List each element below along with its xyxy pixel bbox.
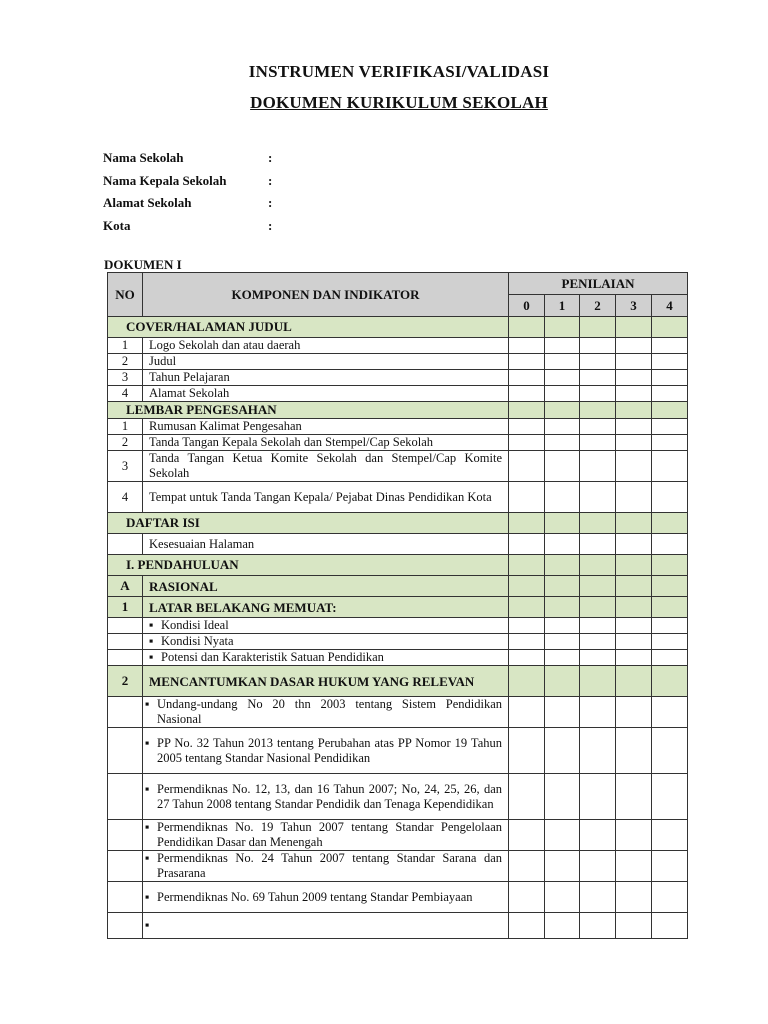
- row-text: [143, 774, 509, 820]
- table-header-row: [108, 273, 688, 295]
- score-cell[interactable]: [545, 370, 580, 386]
- score-cell[interactable]: [652, 555, 688, 576]
- row-text: [143, 634, 509, 650]
- section-introduction-row: [108, 555, 688, 576]
- row-text: [143, 618, 509, 634]
- score-cell[interactable]: [652, 882, 688, 913]
- score-cell[interactable]: [652, 576, 688, 597]
- score-cell[interactable]: [509, 370, 545, 386]
- table-row: [108, 774, 688, 820]
- score-cell[interactable]: [509, 820, 545, 851]
- table-row: [108, 354, 688, 370]
- row-text: [143, 913, 509, 939]
- score-cell[interactable]: [545, 419, 580, 435]
- score-cell[interactable]: [509, 913, 545, 939]
- score-cell[interactable]: [580, 666, 616, 697]
- score-cell[interactable]: [509, 402, 545, 419]
- score-cell[interactable]: [616, 576, 652, 597]
- row-text: [143, 728, 509, 774]
- score-cell[interactable]: [580, 419, 616, 435]
- table-row: [108, 451, 688, 482]
- table-row: [108, 634, 688, 650]
- score-cell[interactable]: [509, 851, 545, 882]
- score-cell[interactable]: [580, 338, 616, 354]
- row-number: [108, 728, 143, 774]
- row-number: 2: [108, 354, 143, 370]
- score-cell[interactable]: [580, 435, 616, 451]
- score-cell[interactable]: [545, 851, 580, 882]
- header-score: PENILAIAN: [509, 273, 688, 295]
- bullet-icon: ▪: [145, 820, 150, 834]
- row-number: 4: [108, 482, 143, 513]
- score-cell[interactable]: [580, 650, 616, 666]
- score-cell[interactable]: [616, 774, 652, 820]
- score-cell[interactable]: [616, 386, 652, 402]
- score-cell[interactable]: [545, 386, 580, 402]
- score-cell[interactable]: [545, 820, 580, 851]
- row-number: 3: [108, 451, 143, 482]
- score-cell[interactable]: [616, 482, 652, 513]
- list-item: [145, 820, 502, 850]
- list-item-text: Permendiknas No. 12, 13, dan 16 Tahun 2007; No, 24, 25, 26, dan 27 Tahun 2008 tentang Standar Pendidik dan Tenaga Kependidikan: [157, 781, 502, 811]
- score-cell[interactable]: [545, 634, 580, 650]
- table-row: [108, 618, 688, 634]
- info-row-principal: [103, 173, 288, 196]
- score-cell[interactable]: [545, 338, 580, 354]
- table-row: [108, 338, 688, 354]
- score-cell[interactable]: [545, 555, 580, 576]
- score-cell[interactable]: [652, 370, 688, 386]
- score-cell[interactable]: [509, 697, 545, 728]
- score-cell[interactable]: [652, 482, 688, 513]
- list-item-text: Undang-undang No 20 thn 2003 tentang Sistem Pendidikan Nasional: [157, 697, 502, 726]
- score-cell[interactable]: [580, 317, 616, 338]
- school-info: [103, 150, 288, 240]
- score-cell[interactable]: [509, 386, 545, 402]
- score-cell[interactable]: [652, 386, 688, 402]
- score-cell[interactable]: [509, 451, 545, 482]
- section-background-row: [108, 597, 688, 618]
- row-text: Tanda Tangan Ketua Komite Sekolah dan Stempel/Cap Komite Sekolah: [143, 451, 509, 482]
- score-cell[interactable]: [616, 370, 652, 386]
- list-item: [145, 918, 502, 933]
- score-cell[interactable]: [580, 597, 616, 618]
- table-row: [108, 913, 688, 939]
- score-cell[interactable]: [509, 419, 545, 435]
- section-toc-row: [108, 513, 688, 534]
- table-row: [108, 650, 688, 666]
- score-cell[interactable]: [509, 618, 545, 634]
- bullet-icon: ▪: [149, 650, 154, 664]
- list-item-text: [157, 918, 502, 933]
- table-row: [108, 435, 688, 451]
- section-title: MENCANTUMKAN DASAR HUKUM YANG RELEVAN: [143, 666, 509, 697]
- info-label: Nama Kepala Sekolah: [103, 172, 227, 188]
- score-cell[interactable]: [616, 354, 652, 370]
- score-cell[interactable]: [616, 913, 652, 939]
- row-number: [108, 851, 143, 882]
- score-cell[interactable]: [545, 666, 580, 697]
- score-cell[interactable]: [509, 482, 545, 513]
- row-text: [143, 820, 509, 851]
- score-cell[interactable]: [580, 402, 616, 419]
- row-number: [108, 820, 143, 851]
- row-text: [143, 697, 509, 728]
- score-cell[interactable]: [616, 555, 652, 576]
- score-cell[interactable]: [616, 435, 652, 451]
- row-text: [143, 882, 509, 913]
- score-cell[interactable]: [580, 882, 616, 913]
- section-title: COVER/HALAMAN JUDUL: [108, 317, 509, 338]
- info-colon: :: [268, 172, 273, 188]
- info-colon: :: [268, 195, 273, 210]
- section-title: I. PENDAHULUAN: [108, 555, 509, 576]
- row-text: Judul: [143, 354, 509, 370]
- score-cell[interactable]: [545, 402, 580, 419]
- score-cell[interactable]: [509, 435, 545, 451]
- score-cell[interactable]: [580, 697, 616, 728]
- list-item-text: Permendiknas No. 69 Tahun 2009 tentang Standar Pembiayaan: [157, 889, 473, 904]
- table-row: [108, 697, 688, 728]
- document-subtitle: [0, 93, 768, 113]
- score-cell[interactable]: [545, 534, 580, 555]
- score-cell[interactable]: [509, 354, 545, 370]
- bullet-icon: ▪: [145, 918, 150, 932]
- score-cell[interactable]: [580, 513, 616, 534]
- row-number: [108, 913, 143, 939]
- score-cell[interactable]: [545, 482, 580, 513]
- score-cell[interactable]: [580, 728, 616, 774]
- score-cell[interactable]: [545, 576, 580, 597]
- score-col-2: 2: [580, 295, 616, 317]
- score-cell[interactable]: [652, 913, 688, 939]
- section-cover-row: [108, 317, 688, 338]
- score-cell[interactable]: [652, 851, 688, 882]
- table-row: [108, 419, 688, 435]
- score-cell[interactable]: [652, 618, 688, 634]
- score-cell[interactable]: [545, 435, 580, 451]
- section-rationale-row: [108, 576, 688, 597]
- row-number: 2: [108, 666, 143, 697]
- bullet-icon: ▪: [149, 634, 154, 648]
- bullet-icon: ▪: [145, 697, 150, 711]
- row-number: [108, 697, 143, 728]
- list-item: [145, 782, 502, 812]
- row-number: 2: [108, 435, 143, 451]
- score-cell[interactable]: [509, 666, 545, 697]
- assessment-table: [107, 272, 688, 939]
- bullet-icon: ▪: [145, 851, 150, 865]
- document-section-label: DOKUMEN I: [104, 257, 182, 272]
- list-item: [145, 890, 502, 905]
- score-cell[interactable]: [652, 697, 688, 728]
- score-cell[interactable]: [545, 882, 580, 913]
- section-title: LATAR BELAKANG MEMUAT:: [143, 597, 509, 618]
- info-row-school-name: [103, 150, 288, 173]
- row-text: Logo Sekolah dan atau daerah: [143, 338, 509, 354]
- score-col-0: 0: [509, 295, 545, 317]
- row-number: A: [108, 576, 143, 597]
- score-cell[interactable]: [545, 913, 580, 939]
- list-item-text: PP No. 32 Tahun 2013 tentang Perubahan atas PP Nomor 19 Tahun 2005 tentang Standar Nasional Pendidikan: [157, 735, 502, 765]
- score-cell[interactable]: [616, 338, 652, 354]
- list-item: [145, 851, 502, 881]
- score-cell[interactable]: [580, 634, 616, 650]
- score-cell[interactable]: [580, 534, 616, 555]
- list-item-text: Permendiknas No. 19 Tahun 2007 tentang Standar Pengelolaan Pendidikan Dasar dan Menengah: [157, 820, 502, 849]
- score-cell[interactable]: [509, 576, 545, 597]
- score-cell[interactable]: [580, 774, 616, 820]
- score-cell[interactable]: [580, 451, 616, 482]
- score-cell[interactable]: [616, 666, 652, 697]
- score-cell[interactable]: [616, 513, 652, 534]
- score-cell[interactable]: [652, 354, 688, 370]
- table-row: [108, 482, 688, 513]
- score-cell[interactable]: [509, 650, 545, 666]
- score-cell[interactable]: [580, 370, 616, 386]
- table-row: [108, 728, 688, 774]
- info-row-city: [103, 218, 288, 241]
- score-cell[interactable]: [509, 534, 545, 555]
- score-cell[interactable]: [652, 597, 688, 618]
- score-cell[interactable]: [652, 402, 688, 419]
- score-cell[interactable]: [652, 451, 688, 482]
- row-number: [108, 774, 143, 820]
- score-cell[interactable]: [652, 666, 688, 697]
- score-cell[interactable]: [545, 618, 580, 634]
- table-row: [108, 882, 688, 913]
- info-label: Alamat Sekolah: [103, 195, 192, 210]
- table-row: [108, 820, 688, 851]
- score-cell[interactable]: [616, 597, 652, 618]
- row-number: 4: [108, 386, 143, 402]
- score-cell[interactable]: [652, 317, 688, 338]
- list-item-text: Potensi dan Karakteristik Satuan Pendidikan: [161, 650, 384, 664]
- score-cell[interactable]: [509, 774, 545, 820]
- score-cell[interactable]: [545, 597, 580, 618]
- score-cell[interactable]: [509, 597, 545, 618]
- score-cell[interactable]: [652, 774, 688, 820]
- score-col-1: 1: [545, 295, 580, 317]
- score-cell[interactable]: [580, 386, 616, 402]
- score-cell[interactable]: [545, 317, 580, 338]
- info-label: Nama Sekolah: [103, 150, 184, 165]
- score-cell[interactable]: [545, 774, 580, 820]
- row-number: 1: [108, 338, 143, 354]
- score-cell[interactable]: [616, 882, 652, 913]
- score-cell[interactable]: [652, 513, 688, 534]
- row-text: [143, 650, 509, 666]
- info-label: Kota: [103, 217, 131, 233]
- score-cell[interactable]: [580, 576, 616, 597]
- section-title: RASIONAL: [143, 576, 509, 597]
- score-cell[interactable]: [509, 338, 545, 354]
- list-item: [149, 618, 502, 633]
- score-col-4: 4: [652, 295, 688, 317]
- score-cell[interactable]: [616, 650, 652, 666]
- score-cell[interactable]: [545, 354, 580, 370]
- row-number: 3: [108, 370, 143, 386]
- header-component: KOMPONEN DAN INDIKATOR: [143, 273, 509, 317]
- score-cell[interactable]: [616, 851, 652, 882]
- score-cell[interactable]: [616, 419, 652, 435]
- info-colon: :: [268, 150, 273, 165]
- document-subtitle-text: DOKUMEN KURIKULUM SEKOLAH: [250, 93, 548, 112]
- score-cell[interactable]: [545, 513, 580, 534]
- list-item: [149, 634, 502, 649]
- score-cell[interactable]: [652, 634, 688, 650]
- row-number: [108, 618, 143, 634]
- info-row-address: [103, 195, 288, 218]
- row-text: Tempat untuk Tanda Tangan Kepala/ Pejabat Dinas Pendidikan Kota: [143, 482, 509, 513]
- score-cell[interactable]: [616, 402, 652, 419]
- document-title: INSTRUMEN VERIFIKASI/VALIDASI: [248, 62, 550, 81]
- score-cell[interactable]: [545, 451, 580, 482]
- score-cell[interactable]: [509, 317, 545, 338]
- row-text: Alamat Sekolah: [143, 386, 509, 402]
- row-text: Rumusan Kalimat Pengesahan: [143, 419, 509, 435]
- section-approval-row: [108, 402, 688, 419]
- table-row: [108, 534, 688, 555]
- info-colon: :: [268, 217, 273, 233]
- score-cell[interactable]: [509, 634, 545, 650]
- score-cell[interactable]: [616, 451, 652, 482]
- list-item: [145, 736, 502, 766]
- score-cell[interactable]: [652, 419, 688, 435]
- score-cell[interactable]: [545, 697, 580, 728]
- score-cell[interactable]: [652, 338, 688, 354]
- list-item-text: Kondisi Ideal: [161, 618, 229, 632]
- score-cell[interactable]: [616, 317, 652, 338]
- score-cell[interactable]: [580, 851, 616, 882]
- score-cell[interactable]: [545, 728, 580, 774]
- bullet-icon: ▪: [145, 889, 150, 904]
- score-cell[interactable]: [545, 650, 580, 666]
- list-item-text: Permendiknas No. 24 Tahun 2007 tentang Standar Sarana dan Prasarana: [157, 851, 502, 880]
- score-cell[interactable]: [652, 534, 688, 555]
- header-no: NO: [108, 273, 143, 317]
- row-number: 1: [108, 419, 143, 435]
- section-title: LEMBAR PENGESAHAN: [108, 402, 509, 419]
- row-number: [108, 534, 143, 555]
- row-text: Tanda Tangan Kepala Sekolah dan Stempel/Cap Sekolah: [143, 435, 509, 451]
- table-row: [108, 851, 688, 882]
- row-number: 1: [108, 597, 143, 618]
- score-cell[interactable]: [616, 728, 652, 774]
- list-item-text: Kondisi Nyata: [161, 634, 234, 648]
- table-row: [108, 386, 688, 402]
- score-col-3: 3: [616, 295, 652, 317]
- score-cell[interactable]: [616, 634, 652, 650]
- score-cell[interactable]: [580, 618, 616, 634]
- section-title: DAFTAR ISI: [108, 513, 509, 534]
- bullet-icon: ▪: [145, 781, 150, 796]
- bullet-icon: ▪: [149, 618, 154, 632]
- score-cell[interactable]: [509, 513, 545, 534]
- table-row: [108, 370, 688, 386]
- row-text: Tahun Pelajaran: [143, 370, 509, 386]
- section-legal-basis-row: [108, 666, 688, 697]
- score-cell[interactable]: [616, 697, 652, 728]
- row-number: [108, 882, 143, 913]
- score-cell[interactable]: [580, 820, 616, 851]
- score-cell[interactable]: [509, 555, 545, 576]
- row-text: [143, 851, 509, 882]
- score-cell[interactable]: [616, 820, 652, 851]
- row-text: Kesesuaian Halaman: [143, 534, 509, 555]
- score-cell[interactable]: [616, 618, 652, 634]
- row-number: [108, 634, 143, 650]
- score-cell[interactable]: [509, 728, 545, 774]
- score-cell[interactable]: [580, 913, 616, 939]
- score-cell[interactable]: [616, 534, 652, 555]
- bullet-icon: ▪: [145, 735, 150, 750]
- list-item: [145, 697, 502, 727]
- score-cell[interactable]: [652, 435, 688, 451]
- score-cell[interactable]: [652, 820, 688, 851]
- score-cell[interactable]: [580, 482, 616, 513]
- score-cell[interactable]: [580, 354, 616, 370]
- score-cell[interactable]: [509, 882, 545, 913]
- score-cell[interactable]: [580, 555, 616, 576]
- score-cell[interactable]: [652, 728, 688, 774]
- list-item: [149, 650, 502, 665]
- row-number: [108, 650, 143, 666]
- score-cell[interactable]: [652, 650, 688, 666]
